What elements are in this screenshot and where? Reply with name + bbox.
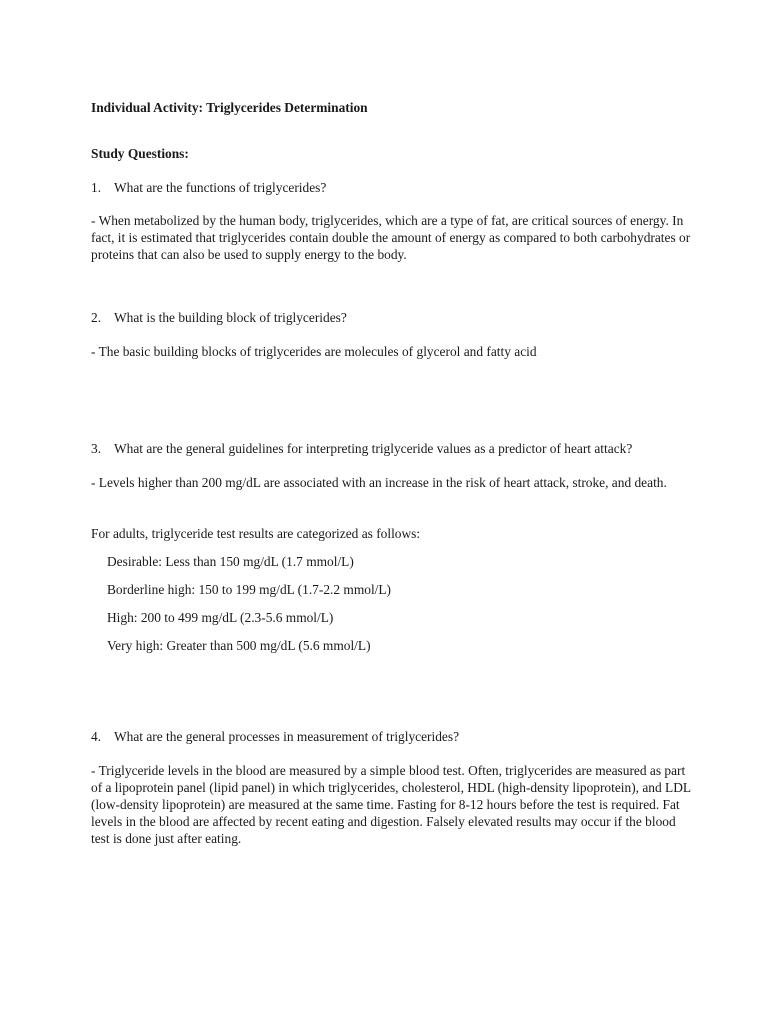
q1-number: 1.	[91, 180, 102, 195]
category-borderline-high: Borderline high: 150 to 199 mg/dL (1.7-2.2 mmol/L)	[107, 582, 392, 597]
q2-question: What is the building block of triglycerides?	[114, 310, 347, 325]
section-heading: Study Questions:	[91, 146, 189, 161]
q4-answer: - Triglyceride levels in the blood are measured by a simple blood test. Often, triglycerides are measured as part of a lipoprotein panel (lipid panel) in which triglycerides, cholesterol, HDL (high-density lipoprotein), and LDL (low-density lipoprotein) are measured at the same time. Fasting for 8-12 hours before the test is required. Fat levels in the blood are affected by recent eating and digestion. Falsely elevated results may occur if the blood test is done just after eating.	[91, 763, 691, 846]
document-title: Individual Activity: Triglycerides Determination	[91, 100, 368, 115]
category-desirable: Desirable: Less than 150 mg/dL (1.7 mmol/L)	[107, 554, 354, 569]
q3-number: 3.	[91, 441, 102, 456]
category-high: High: 200 to 499 mg/dL (2.3-5.6 mmol/L)	[107, 610, 334, 625]
q3-categories-intro: For adults, triglyceride test results are categorized as follows:	[91, 526, 421, 541]
q3-question: What are the general guidelines for interpreting triglyceride values as a predictor of heart attack?	[114, 441, 633, 456]
q1-answer: - When metabolized by the human body, triglycerides, which are a type of fat, are critical sources of energy. In fact, it is estimated that triglycerides contain double the amount of energy as compared to both carbohydrates or proteins that can also be used to supply energy to the body.	[91, 213, 691, 262]
q1-question: What are the functions of triglycerides?	[114, 180, 327, 195]
q4-number: 4.	[91, 729, 102, 744]
q4-question: What are the general processes in measurement of triglycerides?	[114, 729, 460, 744]
q3-answer: - Levels higher than 200 mg/dL are associated with an increase in the risk of heart attack, stroke, and death.	[91, 475, 667, 490]
q2-number: 2.	[91, 310, 102, 325]
q2-answer: - The basic building blocks of triglycerides are molecules of glycerol and fatty acid	[91, 344, 537, 359]
category-very-high: Very high: Greater than 500 mg/dL (5.6 mmol/L)	[107, 638, 371, 653]
